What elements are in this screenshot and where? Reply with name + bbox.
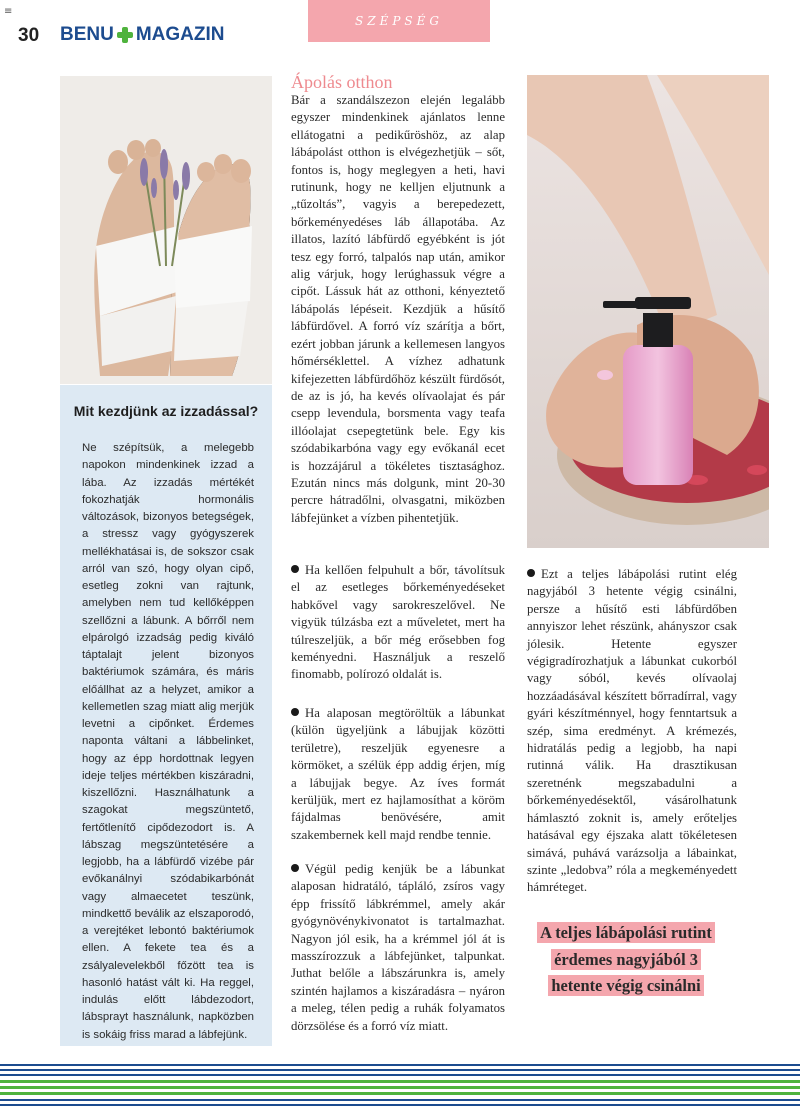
brand-logo <box>60 24 225 46</box>
bullet-text: Végül pedig kenjük be a lábunkat alaposan hidratáló, tápláló, zsíros vagy épp frissítő lábkrémmel, amely akár gyógynövénykivonatot is tartalmazhat. Nagyon jól esik, ha a krémmel jól át is masszírozzuk a lábfejünket, talpunkat. Juthat belőle a lábszárunkra is, amely szintén hajlamos a kiszáradásra – nyáron a meleg, télen pedig a ruhák folyamatos dörzsölése és a forró víz miatt. <box>291 862 505 1033</box>
footer-stripes <box>0 1064 800 1109</box>
feet-lavender-photo <box>60 76 272 384</box>
bullet-dot-icon <box>291 864 299 872</box>
foot-bath-illustration <box>527 75 769 548</box>
section-label: SZÉPSÉG <box>308 0 490 42</box>
pull-quote-text: A teljes lábápolási rutint érdemes nagyjából 3 hetente végig csinálni <box>537 922 715 996</box>
bullet-dot-icon <box>291 565 299 573</box>
bullet-text: Ezt a teljes lábápolási rutint elég nagyjából 3 hetente végig csinálni, persze a hűsítő esti lábfürdőben annyiszor lehet részünk, ahányszor csak jólesik. Hetente egyszer végigradírozhatjuk a lábunkat cukorból vagy sóból, kevés olívaolaj hozzáadásával készített bőrradírral, vagy gyári készítménnyel, hogy fenntartsuk a szép, sima eredményt. A krémezés, hidratálás pedig a legjobb, ha napi rutinná válik. Ha drasztikusan szeretnénk megszabadulni a bőrkeményedésektől, vásárolhatunk hámlasztó zoknit is, amely erőteljes hatásával egy éjszaka alatt tökéletesen simává, puhává varázsolja a lábainkat, szinte „ledobva” róla a megkeményedett hámréteget. <box>527 567 737 895</box>
bullet-paragraph <box>291 562 505 684</box>
pull-quote <box>536 920 716 1000</box>
bullet-dot-icon <box>527 569 535 577</box>
pharmacy-cross-icon <box>117 27 133 43</box>
sidebar-text: Ne szépítsük, a melegebb napokon mindenkinek izzad a lába. Az izzadás mértékét fokozhatják hormonális változások, bizonyos betegségek, a stressz vagy gyógyszerek mellékhatásai is, de sokszor csak arról van szó, hogy olyan cipő, esetleg zokni van rajtunk, amelyben nem tud kellőképpen szellőzni a lábunk. A bőrről nem elpárolgó izzadság pedig kiváló táptalajt jelent bizonyos baktériumok számára, és máris előállhat az a helyzet, amikor a kellemetlen szag miatt alig merjük levetni a cipőnket. Érdemes naponta váltani a lábbelinket, hogy az épp hordottnak legyen ideje teljes mértékben kiszáradni, kiszellőzni. Használhatunk a szagokat megszüntető, fertőtlenítő cipődezodort is. A lábszag megszüntetésére a legjobb, ha a lábfürdő vizébe pár evőkanálnyi szódabikarbónát vagy almaecetet teszünk, mindkettő beválik az elszaporodó, a verejtéket lebontó baktériumok ellen. A fekete tea és a zsályalevelekből főzött tea is hasonló hatást vált ki. Ha reggel, indulás előtt lábdezodort, lábsprayt használunk, napközben is sokáig friss marad a lábfejünk. <box>82 442 254 1041</box>
menu-icon: ≡ <box>4 6 13 17</box>
page-number: 30 <box>18 25 40 46</box>
article-heading: Ápolás otthon <box>291 72 393 92</box>
bullet-paragraph <box>291 705 505 844</box>
bullet-paragraph <box>527 566 737 897</box>
article-intro: Bár a szandálszezon elején legalább egyszer mindenkinek ajánlatos lenne ellátogatni a pedikűröshöz, az alap lábápolást otthon is elvégezhetjük – sőt, fontos is, hogy meglegyen a heti, havi rutinunk, hogy ne kelljen eljutnunk a „tűzoltás”, vagyis a berepedezett, bőrkeményedéses láb állapotába. Az illatos, lazító lábfürdő egyébként is jót tesz egy forró, talpalós nap után, amikor alig várjuk, hogy lerúghassuk végre a cipőt. Lássuk hát az otthoni, kényeztető lábápolás lépéseit. Kezdjük a hűsítő lábfürdővel. A forró víz szárítja a bőrt, ezért jobban járunk a kellemesen langyos hőmérséklettel. A vízhez adhatunk kifejezetten lábfürdőhöz készült fürdősót, de az is jó, ha kevés olívaolajat és pár csepp levendula, borsmenta vagy teafa illóolajat csepegtetünk bele. Egy kis szódabikarbóna vagy egy evőkanál ecet is hozzájárul a tökéletes tisztasághoz. Ezután nincs más dolgunk, mint 20-30 percre hátradőlni, olvasgatni, miközben lábfejünket a vízben pihentetjük. <box>291 93 505 525</box>
bullet-text: Ha kellően felpuhult a bőr, távolítsuk el az esetleges bőrkeményedéseket habkővel vagy sarokreszelővel. Ne vigyük túlzásba ezt a műveletet, mert ha túlreszeljük, a bőr még erősebben fog keményedni. Használjuk a reszelő finomabb, polírozó oldalát is. <box>291 563 505 682</box>
brand-name: BENU <box>60 24 114 45</box>
bullet-paragraph <box>291 861 505 1035</box>
brand-subtitle: MAGAZIN <box>135 24 225 45</box>
bullet-text: Ha alaposan megtöröltük a lábunkat (külön ügyeljünk a lábujjak közötti területre), reszeljük egyenesre a körmöket, a szélük épp addig érjen, míg a lábujjak begye. Az íves formát kerüljük, mert ez hajlamosíthat a köröm fájdalmas benövésére, amit szakembernek kell majd rendbe tennie. <box>291 706 505 842</box>
bullet-dot-icon <box>291 708 299 716</box>
feet-illustration <box>60 76 272 384</box>
sidebar-title: Mit kezdjünk az izzadással? <box>73 403 259 419</box>
foot-bath-lotion-photo <box>527 75 769 548</box>
